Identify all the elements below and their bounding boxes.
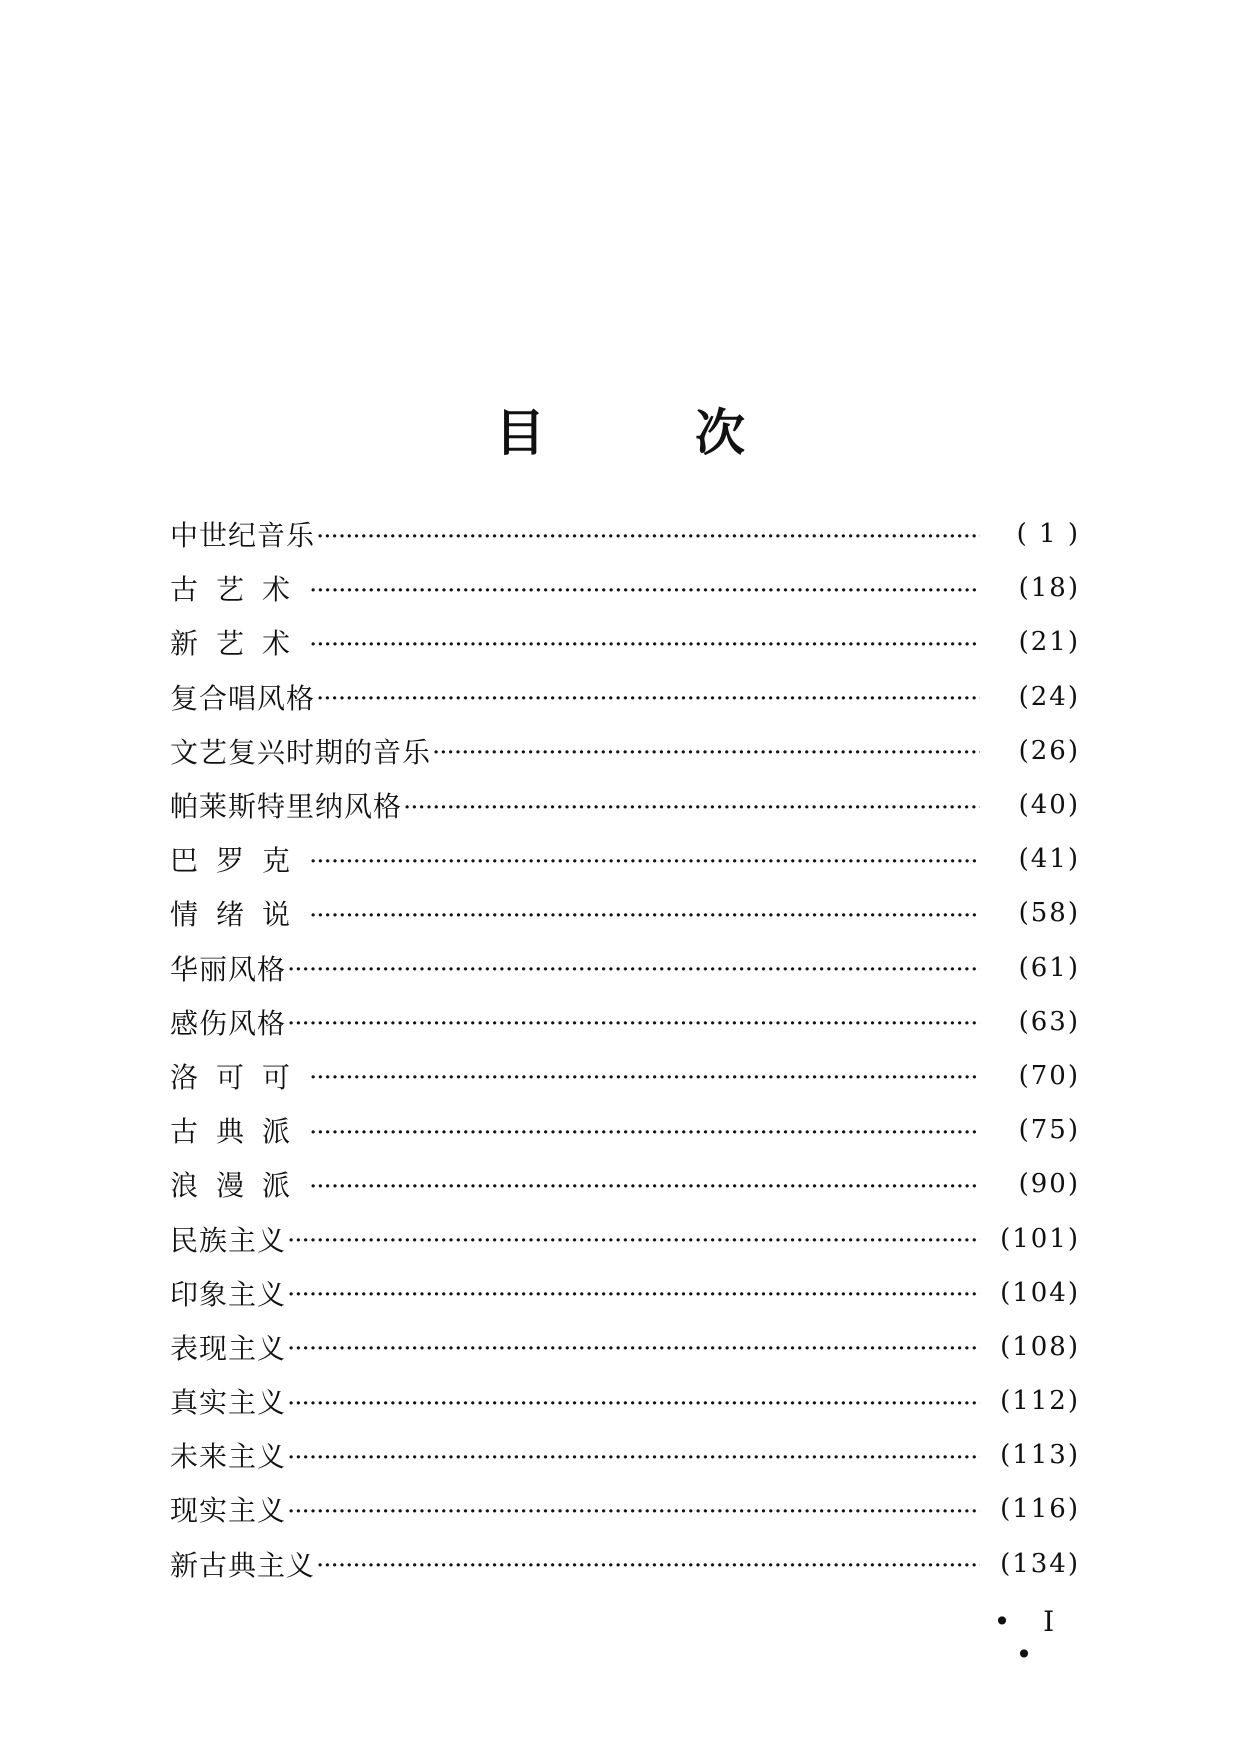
toc-entry (170, 778, 1080, 832)
toc-leader-dots (310, 851, 980, 872)
toc-entry-page: (75) (1018, 1115, 1080, 1146)
toc-entry (170, 995, 1080, 1049)
toc-entry (170, 670, 1080, 724)
toc-leader-dots (310, 580, 980, 601)
toc-leader-dots (288, 1393, 980, 1414)
toc-entry-page: (41) (1018, 844, 1080, 875)
toc-entry-title: 古典派 (170, 1115, 309, 1149)
toc-entry-title: 现实主义 (170, 1494, 287, 1528)
toc-entry-title: 复合唱风格 (170, 681, 316, 715)
toc-entry-title: 帕莱斯特里纳风格 (170, 790, 403, 824)
toc-entry (170, 1266, 1080, 1320)
toc-entry-page: (40) (1018, 790, 1080, 821)
toc-leader-dots (288, 1230, 980, 1251)
toc-entry (170, 886, 1080, 940)
toc-leader-dots (288, 1447, 980, 1468)
toc-entry-title: 文艺复兴时期的音乐 (170, 735, 432, 769)
toc-entry (170, 1320, 1080, 1374)
toc-entry-page: (112) (1000, 1386, 1080, 1417)
title-char-1: 目 (495, 404, 545, 462)
toc-leader-dots (288, 1501, 980, 1522)
toc-leader-dots (310, 905, 980, 926)
toc-leader-dots (288, 1338, 980, 1359)
toc-entry (170, 724, 1080, 778)
toc-entry-title: 新古典主义 (170, 1548, 316, 1582)
toc-entry-title: 中世纪音乐 (170, 519, 316, 553)
toc-leader-dots (310, 1067, 980, 1088)
toc-entry (170, 1428, 1080, 1482)
toc-entry (170, 1103, 1080, 1157)
toc-entry-title: 民族主义 (170, 1223, 287, 1257)
toc-entry (170, 1374, 1080, 1428)
toc-entry-page: (90) (1018, 1169, 1080, 1200)
toc-entry-page: (61) (1018, 952, 1080, 983)
toc-leader-dots (317, 1555, 980, 1576)
toc-leader-dots (288, 1284, 980, 1305)
toc-leader-dots (288, 959, 980, 980)
toc-entry-page: (21) (1018, 627, 1080, 658)
toc-entry-page: (58) (1018, 898, 1080, 929)
toc-entry-page: (24) (1018, 681, 1080, 712)
toc-entry-page: ( 1 ) (1016, 519, 1080, 550)
toc-entry (170, 1482, 1080, 1536)
toc-entry-title: 真实主义 (170, 1386, 287, 1420)
toc-entry (170, 1211, 1080, 1265)
toc-entry (170, 832, 1080, 886)
toc-entry-title: 情绪说 (170, 898, 309, 932)
toc-entry (170, 1049, 1080, 1103)
toc-entry-page: (134) (1000, 1548, 1080, 1579)
toc-leader-dots (288, 1013, 980, 1034)
toc-entry-title: 华丽风格 (170, 952, 287, 986)
toc-entry-page: (63) (1018, 1006, 1080, 1037)
toc-entry (170, 507, 1080, 561)
toc-entry-page: (18) (1018, 573, 1080, 604)
title-char-2: 次 (695, 404, 745, 462)
toc-leader-dots (433, 742, 980, 763)
toc-leader-dots (310, 634, 980, 655)
toc-entry (170, 561, 1080, 615)
toc-entry-page: (26) (1018, 735, 1080, 766)
toc-entry-page: (108) (1000, 1331, 1080, 1362)
toc-entry-page: (113) (1000, 1440, 1080, 1471)
toc-entry-title: 古艺术 (170, 573, 309, 607)
toc-entry-title: 新艺术 (170, 627, 309, 661)
toc-entry-page: (70) (1018, 1060, 1080, 1091)
toc-entry-title: 巴罗克 (170, 844, 309, 878)
toc-entry-title: 表现主义 (170, 1331, 287, 1365)
toc-entry-page: (116) (1000, 1494, 1080, 1525)
toc-entry (170, 1157, 1080, 1211)
toc-entry-page: (104) (1000, 1277, 1080, 1308)
toc-entry (170, 615, 1080, 669)
toc-entry-title: 浪漫派 (170, 1169, 309, 1203)
toc-leader-dots (404, 797, 980, 818)
toc-leader-dots (310, 1122, 980, 1143)
page-title (0, 398, 1240, 468)
toc-leader-dots (317, 526, 980, 547)
table-of-contents (170, 507, 1080, 1591)
toc-entry-title: 感伤风格 (170, 1006, 287, 1040)
toc-entry-title: 印象主义 (170, 1277, 287, 1311)
toc-entry (170, 1537, 1080, 1591)
toc-leader-dots (310, 1176, 980, 1197)
toc-leader-dots (317, 688, 980, 709)
toc-entry-title: 洛可可 (170, 1060, 309, 1094)
toc-entry-title: 未来主义 (170, 1440, 287, 1474)
toc-entry-page: (101) (1000, 1223, 1080, 1254)
toc-entry (170, 941, 1080, 995)
page-number: • I • (993, 1605, 1067, 1671)
